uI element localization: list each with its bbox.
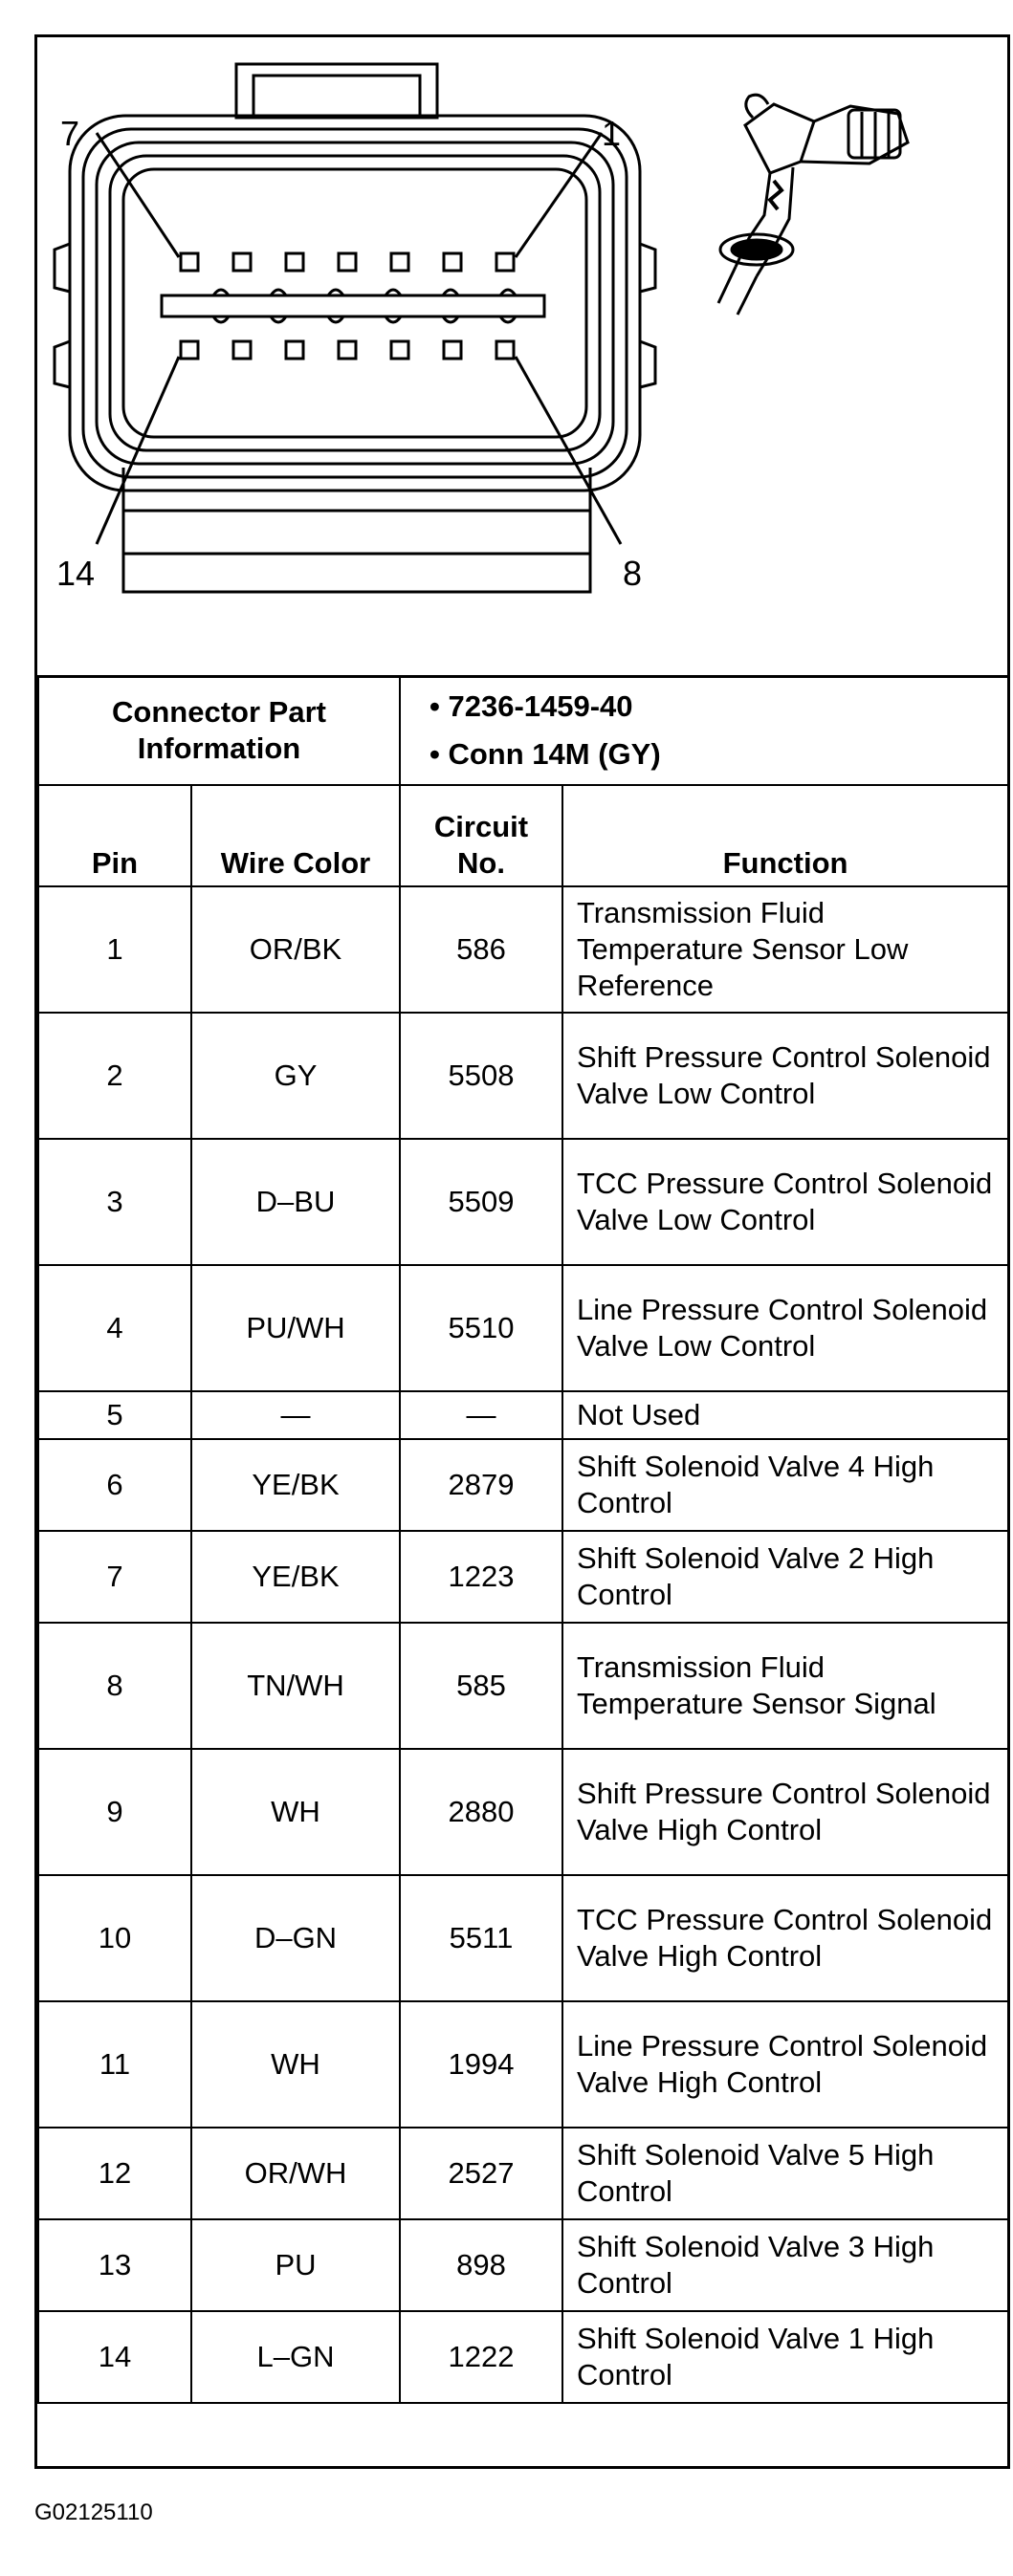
table-row <box>38 886 1008 1013</box>
circuit-cell: 2880 <box>400 1749 562 1875</box>
circuit-cell: — <box>400 1391 562 1439</box>
function-cell: Shift Pressure Control Solenoid Valve High Control <box>562 1749 1008 1875</box>
function-cell: Shift Solenoid Valve 3 High Control <box>562 2219 1008 2311</box>
function-cell: Line Pressure Control Solenoid Valve High Control <box>562 2001 1008 2128</box>
function-cell: Shift Solenoid Valve 5 High Control <box>562 2128 1008 2219</box>
circuit-cell: 5511 <box>400 1875 562 2001</box>
function-cell: Shift Pressure Control Solenoid Valve Low Control <box>562 1013 1008 1139</box>
pin-label-top-left: 7 <box>60 114 80 153</box>
header-wire-color: Wire Color <box>191 785 400 886</box>
pin-cell: 5 <box>38 1391 191 1439</box>
table-row <box>38 1623 1008 1749</box>
function-cell: TCC Pressure Control Solenoid Valve High Control <box>562 1875 1008 2001</box>
wire-cell: WH <box>191 1749 400 1875</box>
wire-cell: YE/BK <box>191 1531 400 1623</box>
circuit-cell: 898 <box>400 2219 562 2311</box>
header-function: Function <box>562 785 1008 886</box>
function-cell: Transmission Fluid Temperature Sensor Low Reference <box>562 886 1008 1013</box>
wire-cell: OR/WH <box>191 2128 400 2219</box>
function-cell: Shift Solenoid Valve 2 High Control <box>562 1531 1008 1623</box>
pinout-table <box>37 675 1009 2404</box>
table-row <box>38 1749 1008 1875</box>
pin-cell: 11 <box>38 2001 191 2128</box>
circuit-cell: 586 <box>400 886 562 1013</box>
pin-cell: 3 <box>38 1139 191 1265</box>
connector-face-icon <box>37 37 1007 678</box>
pin-cell: 7 <box>38 1531 191 1623</box>
table-row <box>38 1013 1008 1139</box>
function-cell: Transmission Fluid Temperature Sensor Signal <box>562 1623 1008 1749</box>
wire-cell: D–GN <box>191 1875 400 2001</box>
table-row <box>38 1265 1008 1391</box>
circuit-cell: 5509 <box>400 1139 562 1265</box>
wire-cell: WH <box>191 2001 400 2128</box>
table-row <box>38 1391 1008 1439</box>
pin-cell: 13 <box>38 2219 191 2311</box>
circuit-cell: 2527 <box>400 2128 562 2219</box>
table-row <box>38 2128 1008 2219</box>
wire-cell: D–BU <box>191 1139 400 1265</box>
function-cell: TCC Pressure Control Solenoid Valve Low Control <box>562 1139 1008 1265</box>
circuit-cell: 5510 <box>400 1265 562 1391</box>
table-row <box>38 1139 1008 1265</box>
circuit-cell: 1223 <box>400 1531 562 1623</box>
wire-cell: TN/WH <box>191 1623 400 1749</box>
pin-cell: 9 <box>38 1749 191 1875</box>
connector-part-number: • 7236-1459-40 <box>429 689 633 724</box>
function-cell: Not Used <box>562 1391 1008 1439</box>
header-pin: Pin <box>38 785 191 886</box>
table-row <box>38 1531 1008 1623</box>
pin-cell: 12 <box>38 2128 191 2219</box>
wire-cell: L–GN <box>191 2311 400 2403</box>
wire-cell: OR/BK <box>191 886 400 1013</box>
pin-cell: 6 <box>38 1439 191 1531</box>
circuit-cell: 1222 <box>400 2311 562 2403</box>
table-row <box>38 2219 1008 2311</box>
function-cell: Shift Solenoid Valve 4 High Control <box>562 1439 1008 1531</box>
pin-cell: 14 <box>38 2311 191 2403</box>
pin-cell: 10 <box>38 1875 191 2001</box>
table-header-row <box>38 785 1008 886</box>
table-row <box>38 2001 1008 2128</box>
pin-cell: 8 <box>38 1623 191 1749</box>
pin-cell: 1 <box>38 886 191 1013</box>
figure-code: G02125110 <box>34 2500 153 2525</box>
pin-label-top-right: 1 <box>602 114 622 153</box>
connector-type: • Conn 14M (GY) <box>429 737 661 771</box>
function-cell: Line Pressure Control Solenoid Valve Low Control <box>562 1265 1008 1391</box>
wire-cell: PU/WH <box>191 1265 400 1391</box>
connector-sheet <box>34 34 1010 2469</box>
function-cell: Shift Solenoid Valve 1 High Control <box>562 2311 1008 2403</box>
circuit-cell: 1994 <box>400 2001 562 2128</box>
circuit-cell: 5508 <box>400 1013 562 1139</box>
circuit-cell: 2879 <box>400 1439 562 1531</box>
header-circuit-no: Circuit No. <box>400 785 562 886</box>
pin-label-bottom-right: 8 <box>623 554 643 593</box>
table-row <box>38 1439 1008 1531</box>
wire-cell: — <box>191 1391 400 1439</box>
wire-cell: YE/BK <box>191 1439 400 1531</box>
pin-label-bottom-left: 14 <box>56 554 96 593</box>
connector-diagram <box>37 37 1007 678</box>
connector-info-label: Connector Part Information <box>38 676 400 785</box>
connector-info-values <box>400 676 1008 785</box>
connector-info-row <box>38 676 1008 785</box>
pin-cell: 4 <box>38 1265 191 1391</box>
wire-cell: GY <box>191 1013 400 1139</box>
pin-cell: 2 <box>38 1013 191 1139</box>
circuit-cell: 585 <box>400 1623 562 1749</box>
wire-cell: PU <box>191 2219 400 2311</box>
harness-connector-icon <box>718 95 908 315</box>
table-row <box>38 1875 1008 2001</box>
table-row <box>38 2311 1008 2403</box>
